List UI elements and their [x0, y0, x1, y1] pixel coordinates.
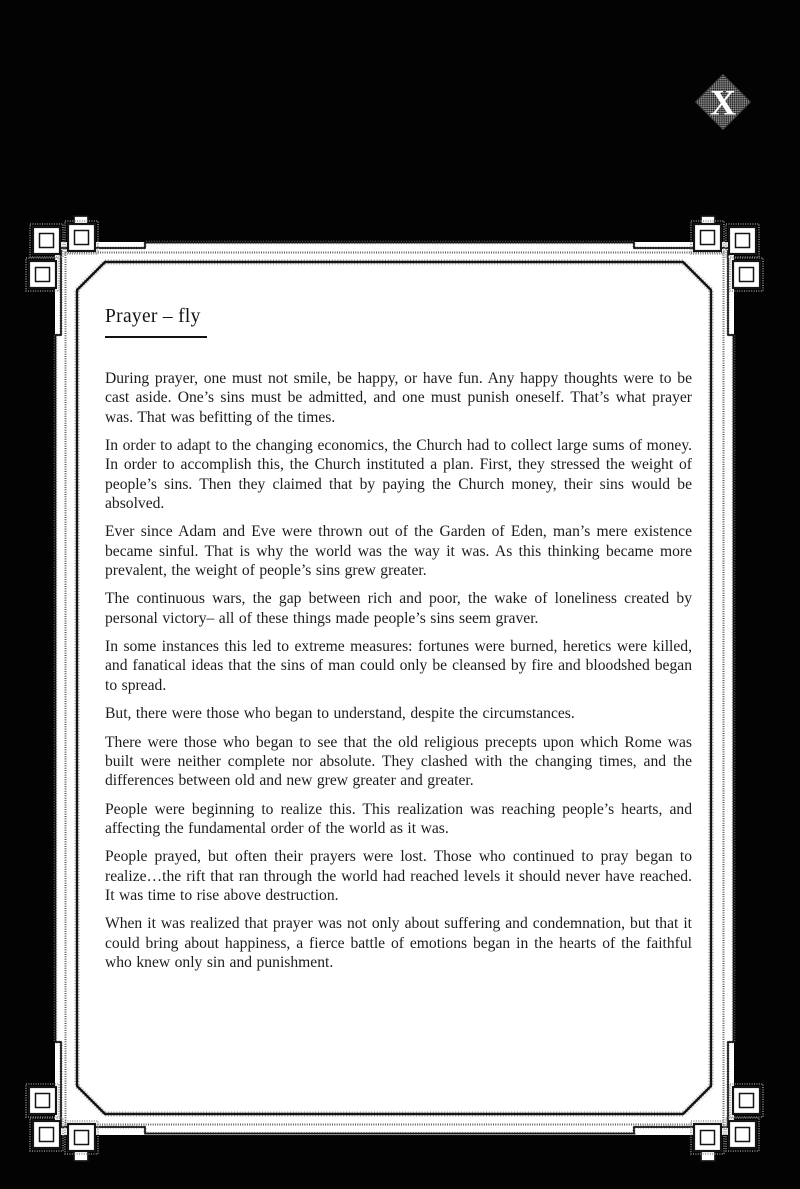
paragraph: There were those who began to see that the old religious precepts upon which Rome was built were neither complete nor absolute. They clashed with the changing times, and the differences between old and new grew greater and greater.: [105, 733, 692, 790]
paragraph: In order to adapt to the changing economics, the Church had to collect large sums of money. In order to accomplish this, the Church instituted a plan. First, they stressed the weight of people’s sins. Then they claimed that by paying the Church money, their sins would be absolved.: [105, 437, 692, 513]
paragraph: People prayed, but often their prayers were lost. Those who continued to pray began to realize…the rift that ran through the world had reached levels it should never have reached. It was time to rise above destruction.: [105, 848, 692, 904]
x-icon: X: [710, 82, 736, 123]
paragraph: When it was realized that prayer was not only about suffering and condemnation, but that it could bring about happiness, a fierce battle of emotions began in the hearts of the faithful who knew only sin and punishment.: [105, 915, 692, 971]
paragraph: Ever since Adam and Eve were thrown out of the Garden of Eden, man’s mere existence became sinful. That is why the world was the way it was. As this thinking became more prevalent, the weight of people’s sins grew greater.: [105, 523, 692, 580]
chapter-x-emblem: [695, 74, 750, 129]
paragraph: During prayer, one must not smile, be happy, or have fun. Any happy thoughts were to be cast aside. One’s sins must be admitted, and one must punish oneself. That’s what prayer was. That was befitting of the times.: [105, 370, 692, 426]
page-content: [105, 305, 692, 972]
page-title: Prayer – fly: [105, 305, 207, 338]
paragraph: But, there were those who began to understand, despite the circumstances.: [105, 705, 575, 723]
paragraph: In some instances this led to extreme measures: fortunes were burned, heretics were killed, and fanatical ideas that the sins of man could only be cleansed by fire and bloodshed began to spread.: [105, 638, 692, 694]
paragraph: The continuous wars, the gap between rich and poor, the wake of loneliness created by personal victory– all of these things made people’s sins seem graver.: [105, 590, 692, 627]
paragraph: People were beginning to realize this. This realization was reaching people’s hearts, and affecting the fundamental order of the world as it was.: [105, 800, 692, 837]
